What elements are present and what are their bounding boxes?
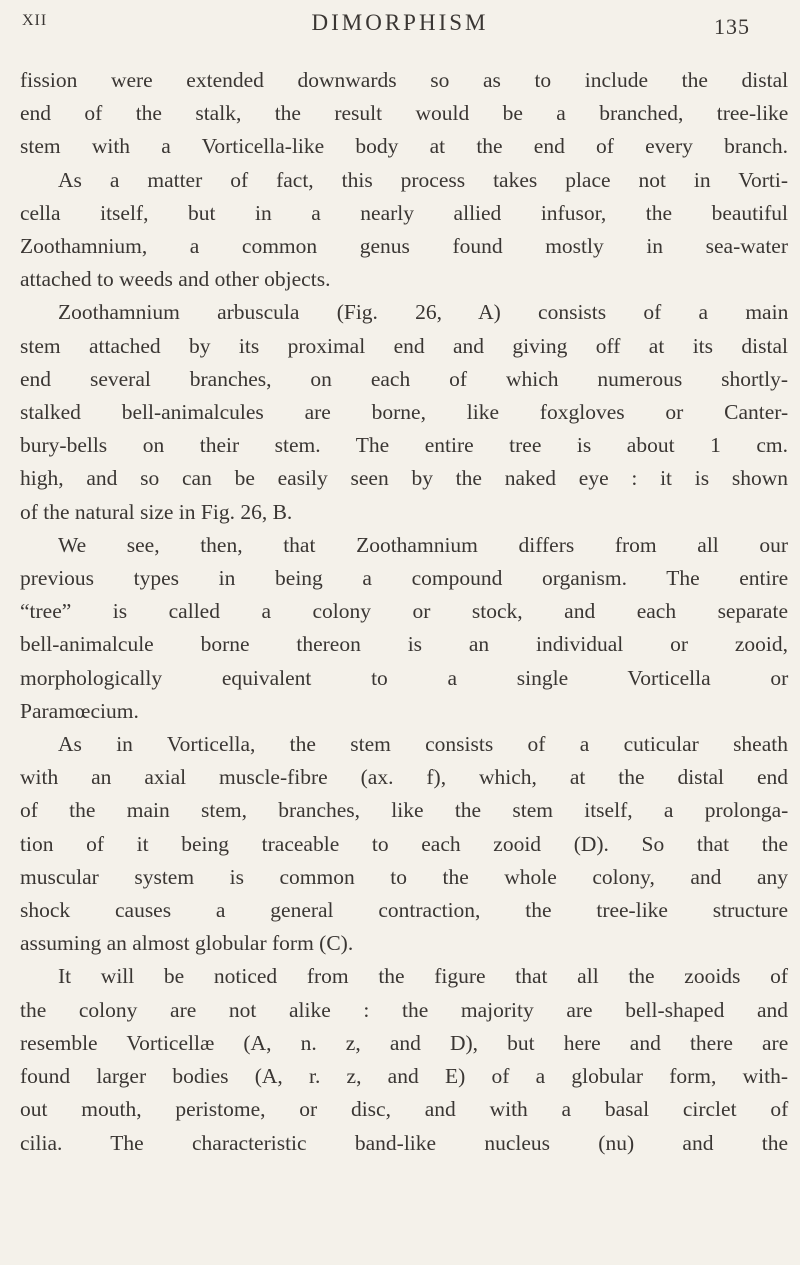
text-line: As in Vorticella, the stem consists of a cuticular sheath <box>58 732 788 757</box>
text-line: bury-bells on their stem. The entire tree is about 1 cm. <box>20 433 788 458</box>
running-title: DIMORPHISM <box>311 10 489 35</box>
text-line: It will be noticed from the figure that all the zooids of <box>58 964 788 989</box>
text-line: end of the stalk, the result would be a branched, tree-like <box>20 101 789 126</box>
text-line: end several branches, on each of which numerous shortly- <box>20 366 788 391</box>
text-line: out mouth, peristome, or disc, and with a basal circlet of <box>20 1097 789 1122</box>
text-line: Paramœcium. <box>20 698 139 723</box>
chapter-number: XII <box>22 12 48 29</box>
text-line: “tree” is called a colony or stock, and each separate <box>20 599 788 624</box>
text-line: muscular system is common to the whole colony, and any <box>20 864 788 889</box>
text-line: high, and so can be easily seen by the naked eye : it is shown <box>20 466 788 491</box>
text-line: bell-animalcule borne thereon is an individual or zooid, <box>20 632 788 657</box>
text-line: fission were extended downwards so as to include the distal <box>20 68 789 92</box>
text-line: with an axial muscle-fibre (ax. f), which, at the distal end <box>20 765 788 790</box>
text-line: shock causes a general contraction, the tree-like structure <box>20 898 788 923</box>
text-line: attached to weeds and other objects. <box>20 267 331 292</box>
text-line: We see, then, that Zoothamnium differs from all our <box>58 532 789 557</box>
text-line: morphologically equivalent to a single Vorticella or <box>20 665 789 690</box>
body-text <box>20 64 788 1160</box>
text-line: resemble Vorticellæ (A, n. z, and D), but here and there are <box>20 1030 789 1055</box>
text-line: As a matter of fact, this process takes place not in Vorti- <box>58 167 788 192</box>
text-line: of the natural size in Fig. 26, B. <box>20 499 293 524</box>
text-line: Zoothamnium arbuscula (Fig. 26, A) consists of a main <box>58 300 789 325</box>
text-line: Zoothamnium, a common genus found mostly in sea-water <box>20 234 788 259</box>
page-number: 135 <box>714 14 750 39</box>
text-line: stalked bell-animalcules are borne, like foxgloves or Canter- <box>20 400 789 425</box>
text-line: the colony are not alike : the majority are bell-shaped and <box>20 997 788 1022</box>
text-line: assuming an almost globular form (C). <box>20 931 354 956</box>
text-line: cella itself, but in a nearly allied infusor, the beautiful <box>20 200 788 225</box>
text-line: previous types in being a compound organism. The entire <box>20 566 789 591</box>
text-line: stem with a Vorticella-like body at the end of every branch. <box>20 134 788 159</box>
text-line: of the main stem, branches, like the stem itself, a prolonga- <box>20 798 789 823</box>
running-header <box>0 8 800 48</box>
text-line: tion of it being traceable to each zooid (D). So that the <box>20 831 789 856</box>
text-line: cilia. The characteristic band-like nucleus (nu) and the <box>20 1130 788 1155</box>
text-line: stem attached by its proximal end and giving off at its distal <box>20 333 788 358</box>
text-line: found larger bodies (A, r. z, and E) of a globular form, with- <box>20 1064 788 1089</box>
